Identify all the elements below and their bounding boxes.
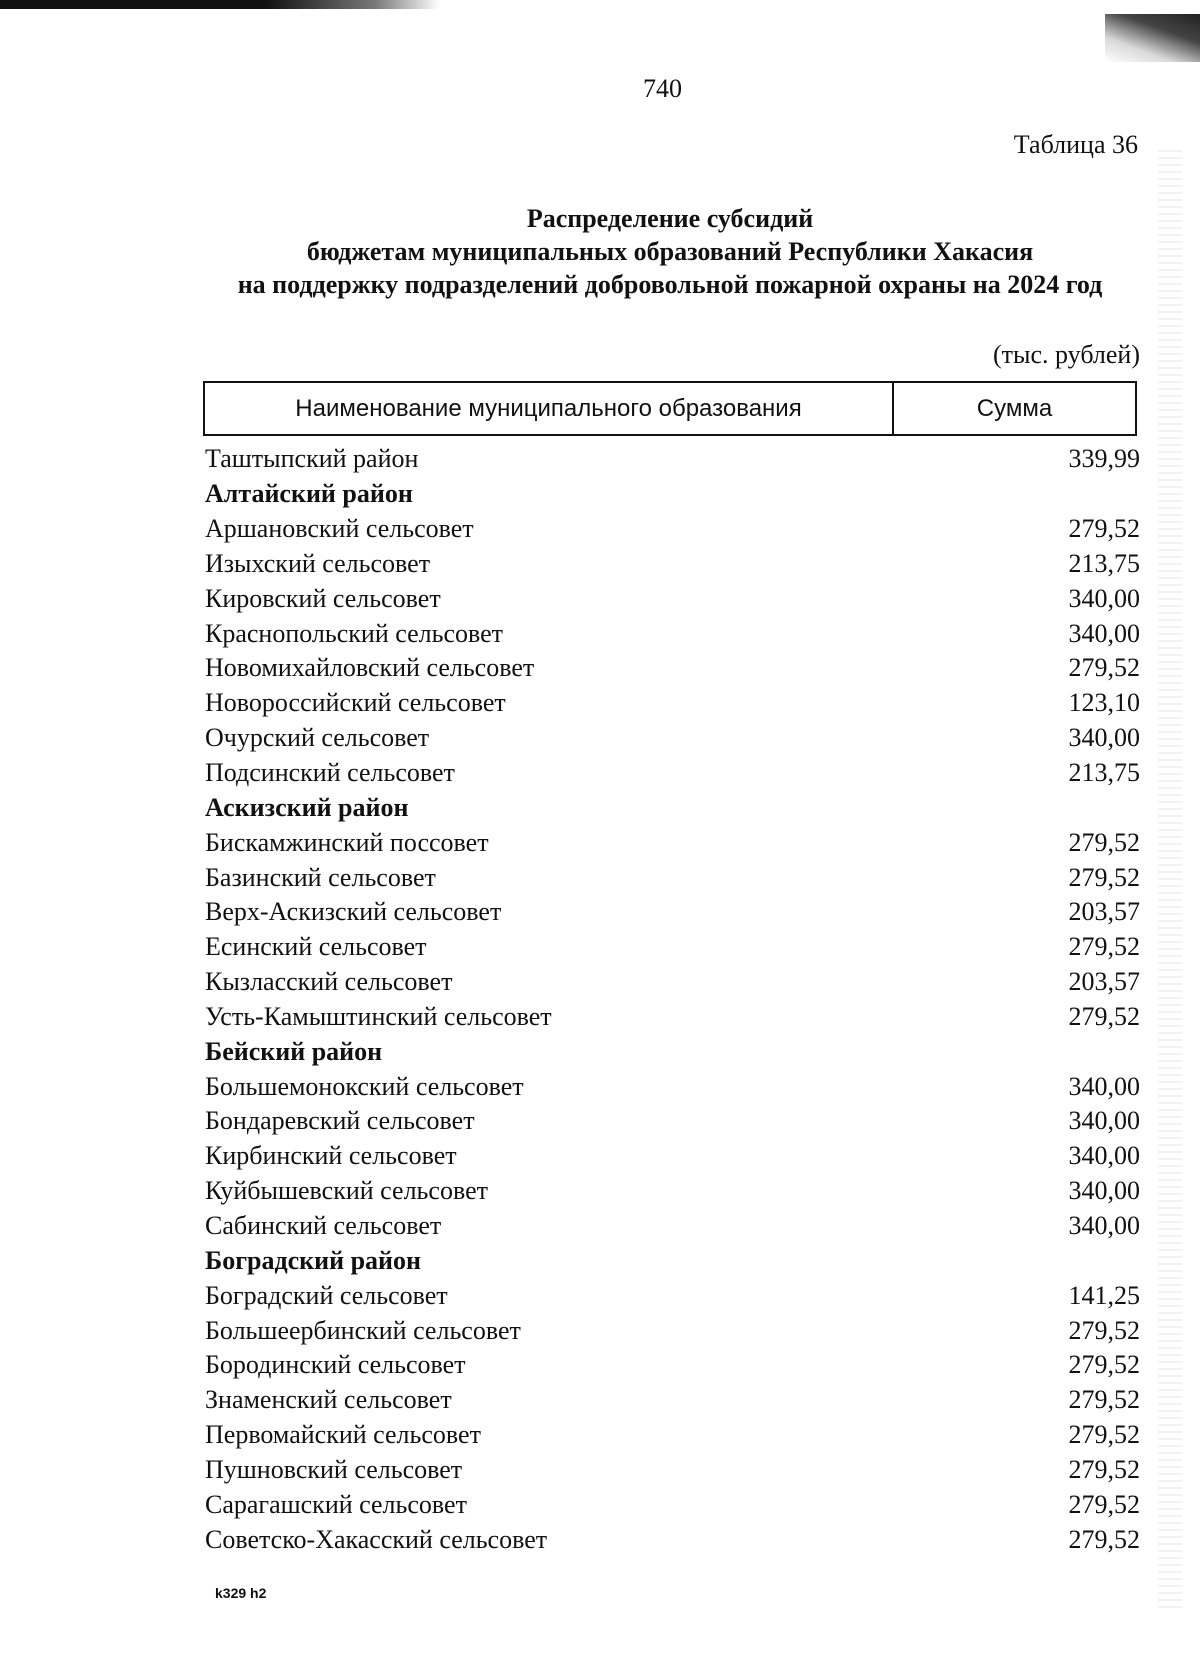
- table-row: [205, 1487, 1140, 1522]
- row-value: 279,52: [1068, 1524, 1140, 1554]
- table-row: [205, 1209, 1140, 1244]
- row-value: 213,75: [1068, 548, 1140, 578]
- scan-artifact-edge: [1158, 150, 1182, 1610]
- table-row: [205, 825, 1140, 860]
- table-row: [205, 581, 1140, 616]
- row-name: Сарагашский сельсовет: [205, 1489, 467, 1519]
- row-value: 203,57: [1068, 897, 1140, 927]
- district-row: [205, 477, 1140, 512]
- row-name: Таштыпский район: [205, 444, 419, 474]
- row-value: 279,52: [1068, 514, 1140, 544]
- table-row: [205, 651, 1140, 686]
- document-title: [190, 202, 1150, 301]
- table-row: [205, 1104, 1140, 1139]
- row-name: Советско-Хакасский сельсовет: [205, 1524, 548, 1554]
- row-name: Усть-Камыштинский сельсовет: [205, 1001, 552, 1031]
- table-row: [205, 1174, 1140, 1209]
- row-value: 279,52: [1068, 1420, 1140, 1450]
- table-row: [205, 616, 1140, 651]
- row-name: Базинский сельсовет: [205, 862, 436, 892]
- table-row: [205, 512, 1140, 547]
- row-value: 340,00: [1068, 1176, 1140, 1206]
- table-row: [205, 1313, 1140, 1348]
- row-name: Краснопольский сельсовет: [205, 618, 504, 648]
- table-row: [205, 1383, 1140, 1418]
- row-value: 141,25: [1068, 1280, 1140, 1310]
- district-row: [205, 790, 1140, 825]
- column-header-sum: Сумма: [976, 394, 1053, 422]
- title-line: Распределение субсидий: [526, 204, 814, 233]
- row-name: Большеербинский сельсовет: [205, 1315, 521, 1345]
- row-value: 279,52: [1068, 932, 1140, 962]
- row-name: Верх-Аскизский сельсовет: [205, 897, 502, 927]
- row-name: Бородинский сельсовет: [205, 1350, 466, 1380]
- footer-code: k329 h2: [215, 1585, 267, 1601]
- row-value: 279,52: [1068, 1315, 1140, 1345]
- row-name: Изыхский сельсовет: [205, 548, 431, 578]
- title-line: бюджетам муниципальных образований Республики Хакасия: [306, 237, 1034, 266]
- table-row: [205, 1348, 1140, 1383]
- row-name: Боградский район: [205, 1245, 422, 1275]
- row-name: Аскизский район: [205, 792, 409, 822]
- table-row: [205, 895, 1140, 930]
- table-row: [205, 1069, 1140, 1104]
- row-name: Новомихайловский сельсовет: [205, 653, 535, 683]
- row-value: 340,00: [1068, 1210, 1140, 1240]
- row-name: Бондаревский сельсовет: [205, 1106, 475, 1136]
- row-value: 340,00: [1068, 1106, 1140, 1136]
- row-name: Куйбышевский сельсовет: [205, 1176, 488, 1206]
- row-name: Пушновский сельсовет: [205, 1454, 463, 1484]
- row-name: Первомайский сельсовет: [205, 1420, 481, 1450]
- row-name: Бейский район: [205, 1036, 383, 1066]
- row-value: 340,00: [1068, 1141, 1140, 1171]
- title-line: на поддержку подразделений добровольной пожарной охраны на 2024 год: [237, 270, 1103, 299]
- row-name: Алтайский район: [205, 479, 413, 509]
- row-value: 203,57: [1068, 967, 1140, 997]
- table-body: [205, 442, 1140, 1557]
- scan-artifact-corner: [1105, 14, 1200, 62]
- table-row: [205, 1139, 1140, 1174]
- row-name: Очурский сельсовет: [205, 723, 430, 753]
- units-label: (тыс. рублей): [992, 340, 1140, 369]
- row-value: 279,52: [1068, 1350, 1140, 1380]
- table-row: [205, 1418, 1140, 1453]
- table-row: [205, 965, 1140, 1000]
- row-name: Сабинский сельсовет: [205, 1210, 442, 1240]
- row-value: 279,52: [1068, 827, 1140, 857]
- row-name: Аршановский сельсовет: [205, 514, 474, 544]
- row-value: 279,52: [1068, 1489, 1140, 1519]
- row-value: 339,99: [1068, 444, 1140, 474]
- table-row: [205, 547, 1140, 582]
- column-header-name: Наименование муниципального образования: [205, 383, 894, 434]
- district-row: [205, 1243, 1140, 1278]
- table-header: [203, 381, 1137, 436]
- row-value: 279,52: [1068, 1454, 1140, 1484]
- table-row: [205, 756, 1140, 791]
- table-row: [205, 1522, 1140, 1557]
- row-value: 279,52: [1068, 862, 1140, 892]
- table-row: [205, 721, 1140, 756]
- page-number: 740: [643, 74, 682, 103]
- row-value: 279,52: [1068, 653, 1140, 683]
- row-name: Боградский сельсовет: [205, 1280, 448, 1310]
- row-name: Знаменский сельсовет: [205, 1385, 452, 1415]
- table-row: [205, 1452, 1140, 1487]
- row-value: 340,00: [1068, 723, 1140, 753]
- row-value: 279,52: [1068, 1001, 1140, 1031]
- row-name: Есинский сельсовет: [205, 932, 427, 962]
- row-name: Подсинский сельсовет: [205, 758, 455, 788]
- table-row: [205, 686, 1140, 721]
- row-value: 340,00: [1068, 1071, 1140, 1101]
- table-row: [205, 860, 1140, 895]
- row-value: 123,10: [1068, 688, 1140, 718]
- row-name: Кировский сельсовет: [205, 583, 441, 613]
- row-value: 213,75: [1068, 758, 1140, 788]
- table-row: [205, 1000, 1140, 1035]
- row-value: 340,00: [1068, 618, 1140, 648]
- table-row: [205, 1278, 1140, 1313]
- row-name: Большемонокский сельсовет: [205, 1071, 524, 1101]
- district-row: [205, 1034, 1140, 1069]
- row-value: 279,52: [1068, 1385, 1140, 1415]
- row-name: Бискамжинский поссовет: [205, 827, 489, 857]
- table-row: [205, 442, 1140, 477]
- row-name: Кирбинский сельсовет: [205, 1141, 457, 1171]
- scan-artifact-top: [0, 0, 440, 9]
- row-name: Кызласский сельсовет: [205, 967, 453, 997]
- table-row: [205, 930, 1140, 965]
- row-name: Новороссийский сельсовет: [205, 688, 506, 718]
- table-label: Таблица 36: [1013, 130, 1138, 159]
- row-value: 340,00: [1068, 583, 1140, 613]
